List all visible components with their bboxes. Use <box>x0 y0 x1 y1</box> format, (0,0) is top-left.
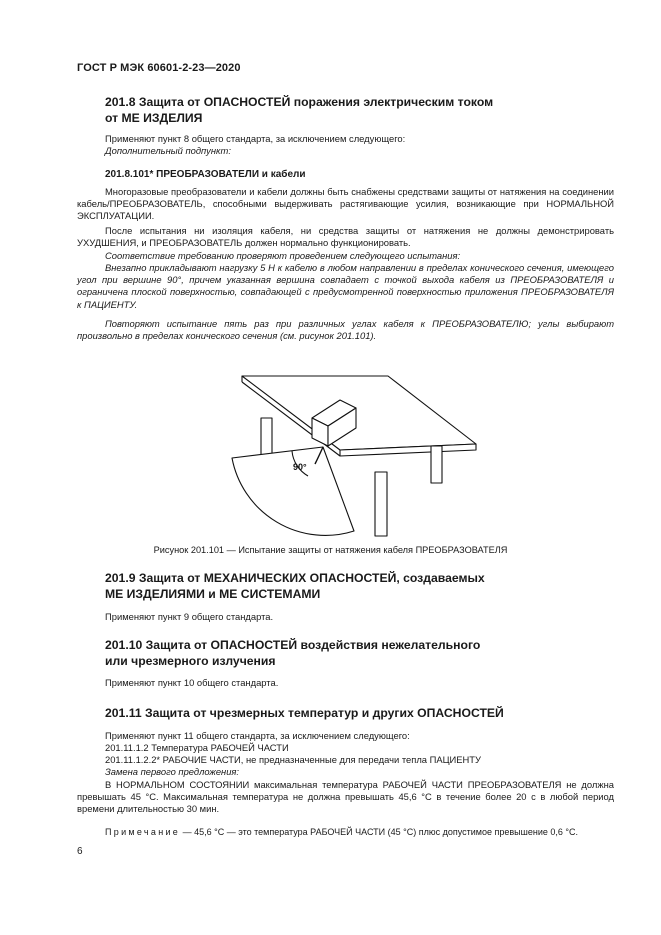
section-9-body: Применяют пункт 9 общего стандарта. <box>105 611 274 622</box>
section-8-heading <box>105 94 585 126</box>
table-top <box>242 376 476 450</box>
angle-label: 90° <box>293 462 307 472</box>
section-8-title-line2: от МЕ ИЗДЕЛИЯ <box>105 111 203 125</box>
test-cone-sector <box>232 447 354 535</box>
section-10-body: Применяют пункт 10 общего стандарта. <box>105 677 279 688</box>
page-number: 6 <box>77 846 83 857</box>
section-10-heading <box>105 637 585 669</box>
temperature-note <box>105 827 578 837</box>
section-8-intro: Применяют пункт 8 общего стандарта, за исключением следующего: <box>105 133 406 144</box>
subsection-11-1-2: 201.11.1.2 Температура РАБОЧЕЙ ЧАСТИ <box>105 742 289 753</box>
section-9-title-line1: 201.9 Защита от МЕХАНИЧЕСКИХ ОПАСНОСТЕЙ, создаваемых <box>105 571 485 585</box>
section-8-addition: Дополнительный подпункт: <box>105 145 231 156</box>
table-leg-front-right <box>431 446 442 483</box>
section-11-heading: 201.11 Защита от чрезмерных температур и других ОПАСНОСТЕЙ <box>105 706 504 720</box>
section-10-title-line1: 201.10 Защита от ОПАСНОСТЕЙ воздействия нежелательного <box>105 638 481 652</box>
paragraph-reusable-transducers: Многоразовые преобразователи и кабели должны быть снабжены средствами защиты от натяжения на соединении кабель/ПРЕОБРАЗОВАТЕЛЬ, способными выдерживать растягивающие усилия, возникающие при НОРМАЛЬНОЙ ЭКСПЛУАТАЦИИ. <box>77 186 614 222</box>
paragraph-temperature-limits: В НОРМАЛЬНОМ СОСТОЯНИИ максимальная температура РАБОЧЕЙ ЧАСТИ ПРЕОБРАЗОВАТЕЛЯ не должна превышать 45 °С. Максимальная температура не должна превышать 45,6 °С в течение более 20 с в любой период времени длительностью 30 мин. <box>77 779 614 815</box>
section-9-title-line2: МЕ ИЗДЕЛИЯМИ и МЕ СИСТЕМАМИ <box>105 587 321 601</box>
note-label: Примечание <box>105 827 181 837</box>
section-8-title-line1: 201.8 Защита от ОПАСНОСТЕЙ поражения электрическим током <box>105 95 494 109</box>
replacement-note: Замена первого предложения: <box>105 766 240 777</box>
subsection-8-101-heading: 201.8.101* ПРЕОБРАЗОВАТЕЛИ и кабели <box>105 169 306 180</box>
section-11-intro: Применяют пункт 11 общего стандарта, за исключением следующего: <box>105 730 410 741</box>
table-leg-front-left <box>375 472 387 536</box>
paragraph-test-procedure: Внезапно прикладывают нагрузку 5 Н к кабелю в любом направлении в пределах конического сечения, имеющего угол при вершине 90°, причем указанная вершина совпадает с точкой выхода кабеля из ПРЕОБРАЗОВАТЕЛЯ и ограничена плоской поверхностью, совпадающей с предусмотренной поверхностью приложения ПРЕОБРАЗОВАТЕЛЯ к ПАЦИЕНТУ. <box>77 262 614 310</box>
figure-strain-relief-test <box>220 370 480 540</box>
figure-caption: Рисунок 201.101 — Испытание защиты от натяжения кабеля ПРЕОБРАЗОВАТЕЛЯ <box>153 545 508 555</box>
paragraph-repeat-test: Повторяют испытание пять раз при различных углах кабеля к ПРЕОБРАЗОВАТЕЛЮ; углы выбирают произвольно в пределах конического сечения (см. рисунок 201.101). <box>77 318 614 342</box>
paragraph-compliance: Соответствие требованию проверяют проведением следующего испытания: <box>105 250 461 261</box>
subsection-11-1-2-2: 201.11.1.2.2* РАБОЧИЕ ЧАСТИ, не предназначенные для передачи тепла ПАЦИЕНТУ <box>105 754 481 765</box>
document-header: ГОСТ Р МЭК 60601-2-23—2020 <box>77 62 241 74</box>
section-9-heading <box>105 570 585 602</box>
section-10-title-line2: или чрезмерного излучения <box>105 654 276 668</box>
paragraph-after-test: После испытания ни изоляция кабеля, ни средства защиты от натяжения не должны демонстрировать УХУДШЕНИЯ, и ПРЕОБРАЗОВАТЕЛЬ должен нормально функционировать. <box>77 225 614 249</box>
note-text: — 45,6 °С — это температура РАБОЧЕЙ ЧАСТИ (45 °С) плюс допустимое превышение 0,6 °С. <box>180 827 578 837</box>
